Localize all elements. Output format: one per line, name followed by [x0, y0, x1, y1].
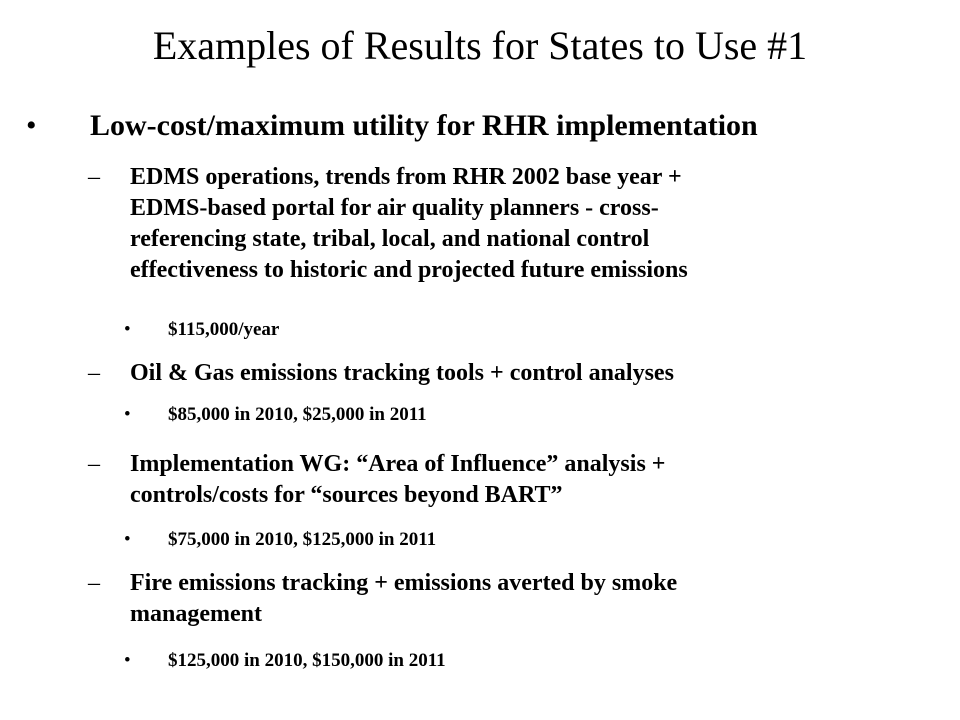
sub-bullet-line: controls/costs for “sources beyond BART”	[130, 482, 563, 508]
cost-edms: $115,000/year	[168, 319, 280, 340]
sub-bullet-line: Implementation WG: “Area of Influence” analysis +	[130, 451, 666, 477]
sub-bullet-line: EDMS-based portal for air quality planners - cross-	[130, 195, 659, 221]
cost-implementation-wg: $75,000 in 2010, $125,000 in 2011	[168, 529, 437, 550]
sub-bullet-implementation-wg	[130, 449, 890, 511]
sub-bullet-dash: –	[88, 451, 100, 477]
sub-bullet-edms	[130, 162, 890, 286]
sub-bullet-line: Oil & Gas emissions tracking tools + control analyses	[130, 360, 674, 386]
sub-bullet-line: management	[130, 601, 262, 627]
sub-bullet-line: EDMS operations, trends from RHR 2002 base year +	[130, 164, 682, 190]
sub-bullet-line: referencing state, tribal, local, and national control	[130, 226, 650, 252]
cost-fire-emissions: $125,000 in 2010, $150,000 in 2011	[168, 650, 446, 671]
cost-oil-gas: $85,000 in 2010, $25,000 in 2011	[168, 404, 427, 425]
sub-bullet-dash: –	[88, 570, 100, 596]
cost-bullet-marker: •	[124, 650, 131, 671]
cost-bullet-marker: •	[124, 319, 131, 340]
sub-bullet-line: effectiveness to historic and projected future emissions	[130, 257, 688, 283]
bullet-marker: •	[26, 109, 37, 142]
sub-bullet-line: Fire emissions tracking + emissions averted by smoke	[130, 570, 678, 596]
cost-bullet-marker: •	[124, 529, 131, 550]
sub-bullet-dash: –	[88, 360, 100, 386]
sub-bullet-oil-gas	[130, 358, 890, 389]
cost-bullet-marker: •	[124, 404, 131, 425]
sub-bullet-fire-emissions	[130, 568, 890, 630]
slide-title: Examples of Results for States to Use #1	[152, 23, 808, 68]
sub-bullet-dash: –	[88, 164, 100, 190]
main-bullet-heading: Low-cost/maximum utility for RHR implementation	[90, 109, 758, 142]
